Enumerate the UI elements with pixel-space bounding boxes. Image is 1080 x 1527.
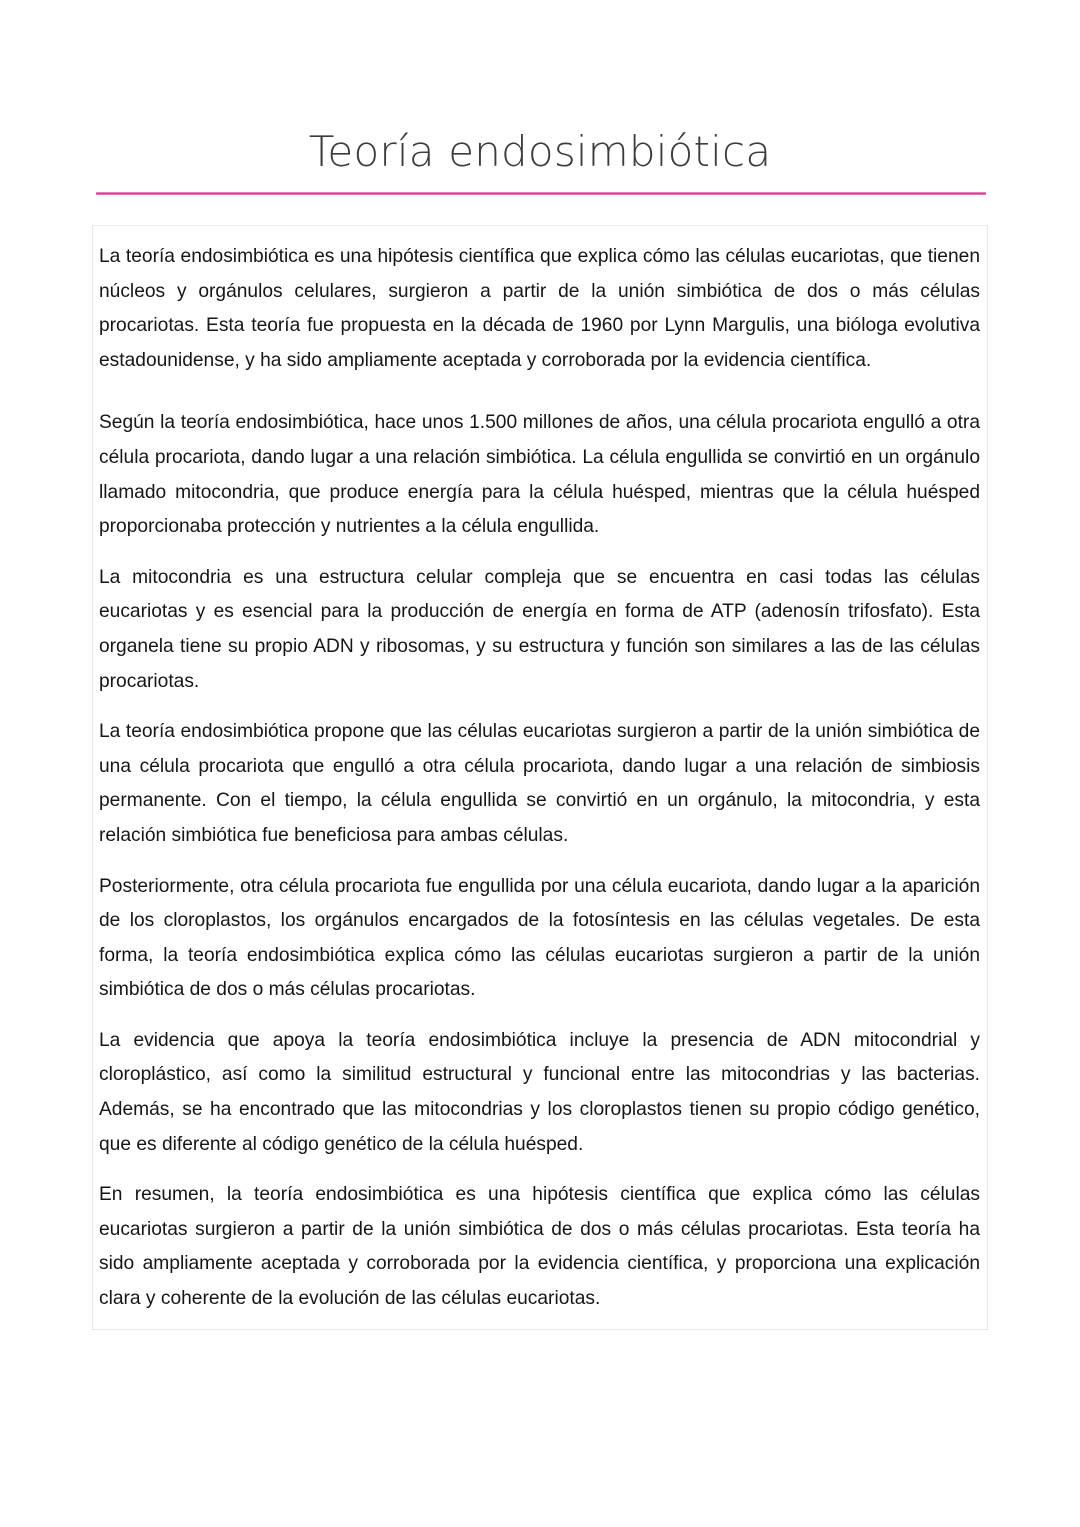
paragraph: En resumen, la teoría endosimbiótica es una hipótesis científica que explica cómo las células eucariotas surgieron a partir de la unión simbiótica de dos o más células procariotas. Esta teoría ha sido ampliamente aceptada y corroborada por la evidencia científica, y proporciona una explicación clara y coherente de la evolución de las células eucariotas.: [99, 1184, 980, 1310]
page-title: Teoría endosimbiótica: [308, 127, 772, 176]
paragraph: Según la teoría endosimbiótica, hace unos 1.500 millones de años, una célula procariota engulló a otra célula procariota, dando lugar a una relación simbiótica. La célula engullida se convirtió en un orgánulo llamado mitocondria, que produce energía para la célula huésped, mientras que la célula huésped proporcionaba protección y nutrientes a la célula engullida.: [99, 412, 980, 538]
title-rule-container: [0, 192, 1080, 195]
paragraph: La mitocondria es una estructura celular compleja que se encuentra en casi todas las células eucariotas y es esencial para la producción de energía en forma de ATP (adenosín trifosfato). Esta organela tiene su propio ADN y ribosomas, y su estructura y función son similares a las de las células procariotas.: [99, 566, 980, 692]
document-body: [92, 225, 988, 1330]
paragraph: La evidencia que apoya la teoría endosimbiótica incluye la presencia de ADN mitocondrial y cloroplástico, así como la similitud estructural y funcional entre las mitocondrias y las bacterias. Además, se ha encontrado que las mitocondrias y los cloroplastos tienen su propio código genético, que es diferente al código genético de la célula huésped.: [99, 1029, 980, 1155]
paragraph: Posteriormente, otra célula procariota fue engullida por una célula eucariota, dando lugar a la aparición de los cloroplastos, los orgánulos encargados de la fotosíntesis en las células vegetales. De esta forma, la teoría endosimbiótica explica cómo las células eucariotas surgieron a partir de la unión simbiótica de dos o más células procariotas.: [99, 875, 980, 1001]
paragraph: La teoría endosimbiótica propone que las células eucariotas surgieron a partir de la unión simbiótica de una célula procariota que engulló a otra célula procariota, dando lugar a una relación de simbiosis permanente. Con el tiempo, la célula engullida se convirtió en un orgánulo, la mitocondria, y esta relación simbiótica fue beneficiosa para ambas células.: [99, 721, 980, 846]
document-header: [0, 0, 1080, 195]
paragraph: La teoría endosimbiótica es una hipótesis científica que explica cómo las células eucariotas, que tienen núcleos y orgánulos celulares, surgieron a partir de la unión simbiótica de dos o más células procariotas. Esta teoría fue propuesta en la década de 1960 por Lynn Margulis, una bióloga evolutiva estadounidense, y ha sido ampliamente aceptada y corroborada por la evidencia científica.: [99, 246, 980, 371]
title-divider-rule: [96, 192, 986, 195]
